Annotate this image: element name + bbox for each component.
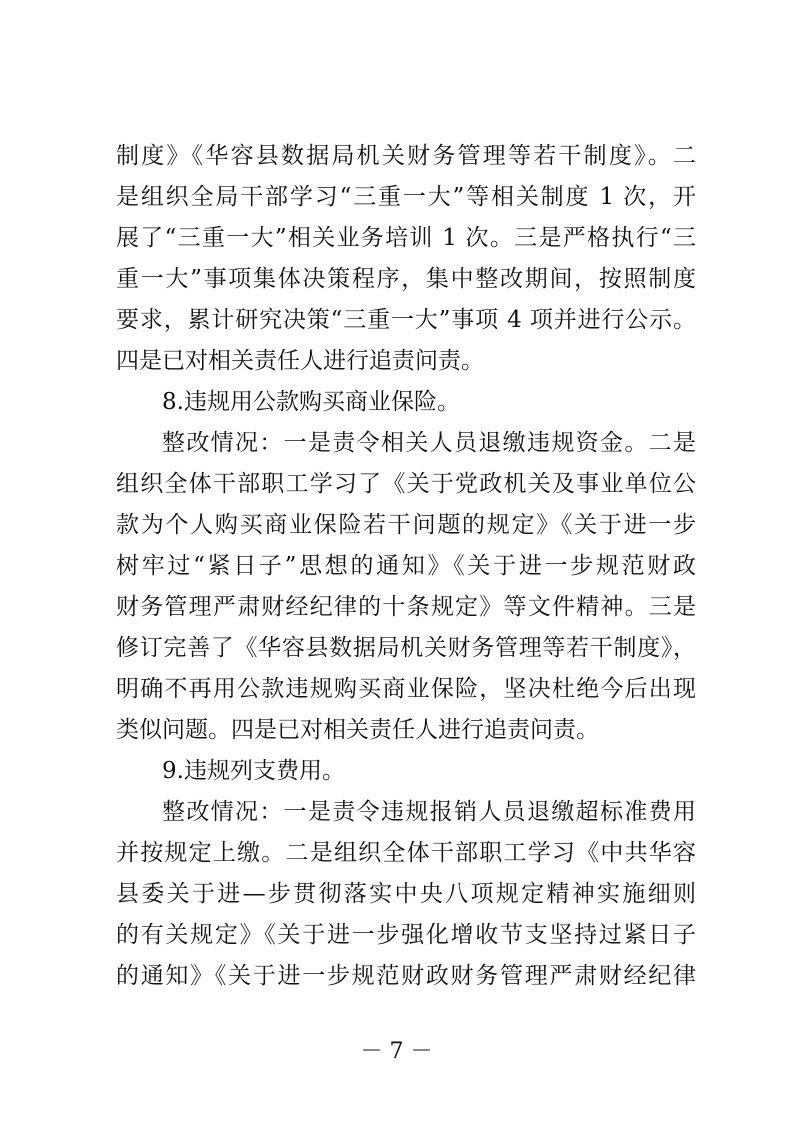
text-line: 明确不再用公款违规购买商业保险，坚决杜绝今后出现	[116, 676, 696, 702]
text-line: 要求，累计研究决策“三重一大”事项 4 项并进行公示。	[116, 307, 696, 333]
text-line: 组织全体干部职工学习了《关于党政机关及事业单位公	[116, 471, 696, 497]
text-line: 是组织全局干部学习“三重一大”等相关制度 1 次，开	[116, 184, 696, 210]
text-line: 展了“三重一大”相关业务培训 1 次。三是严格执行“三	[116, 225, 696, 251]
text-line: 的有关规定》《关于进一步强化增收节支坚持过紧日子	[116, 922, 696, 948]
text-line: 类似问题。四是已对相关责任人进行追责问责。	[116, 717, 599, 743]
text-line: 的通知》《关于进一步规范财政财务管理严肃财经纪律	[116, 963, 696, 989]
text-line: 整改情况：一是责令违规报销人员退缴超标准费用	[162, 799, 696, 825]
text-line: 修订完善了《华容县数据局机关财务管理等若干制度》，	[116, 635, 696, 661]
section-heading: 8.违规用公款购买商业保险。	[162, 389, 460, 415]
text-line: 制度》《华容县数据局机关财务管理等若干制度》。二	[116, 143, 696, 169]
text-line: 整改情况：一是责令相关人员退缴违规资金。二是	[162, 430, 696, 456]
text-line: 款为个人购买商业保险若干问题的规定》《关于进一步	[116, 512, 696, 538]
text-line: 树牢过“紧日子”思想的通知》《关于进一步规范财政	[116, 553, 696, 579]
text-line: 县委关于进—步贯彻落实中央八项规定精神实施细则	[116, 881, 696, 907]
body-text	[116, 136, 696, 997]
text-line: 并按规定上缴。二是组织全体干部职工学习《中共华容	[116, 840, 696, 866]
page-number: － 7 －	[360, 1039, 433, 1064]
text-line: 四是已对相关责任人进行追责问责。	[116, 348, 484, 374]
section-heading: 9.违规列支费用。	[162, 758, 345, 784]
text-line: 重一大”事项集体决策程序，集中整改期间，按照制度	[116, 266, 696, 292]
text-line: 财务管理严肃财经纪律的十条规定》等文件精神。三是	[116, 594, 696, 620]
